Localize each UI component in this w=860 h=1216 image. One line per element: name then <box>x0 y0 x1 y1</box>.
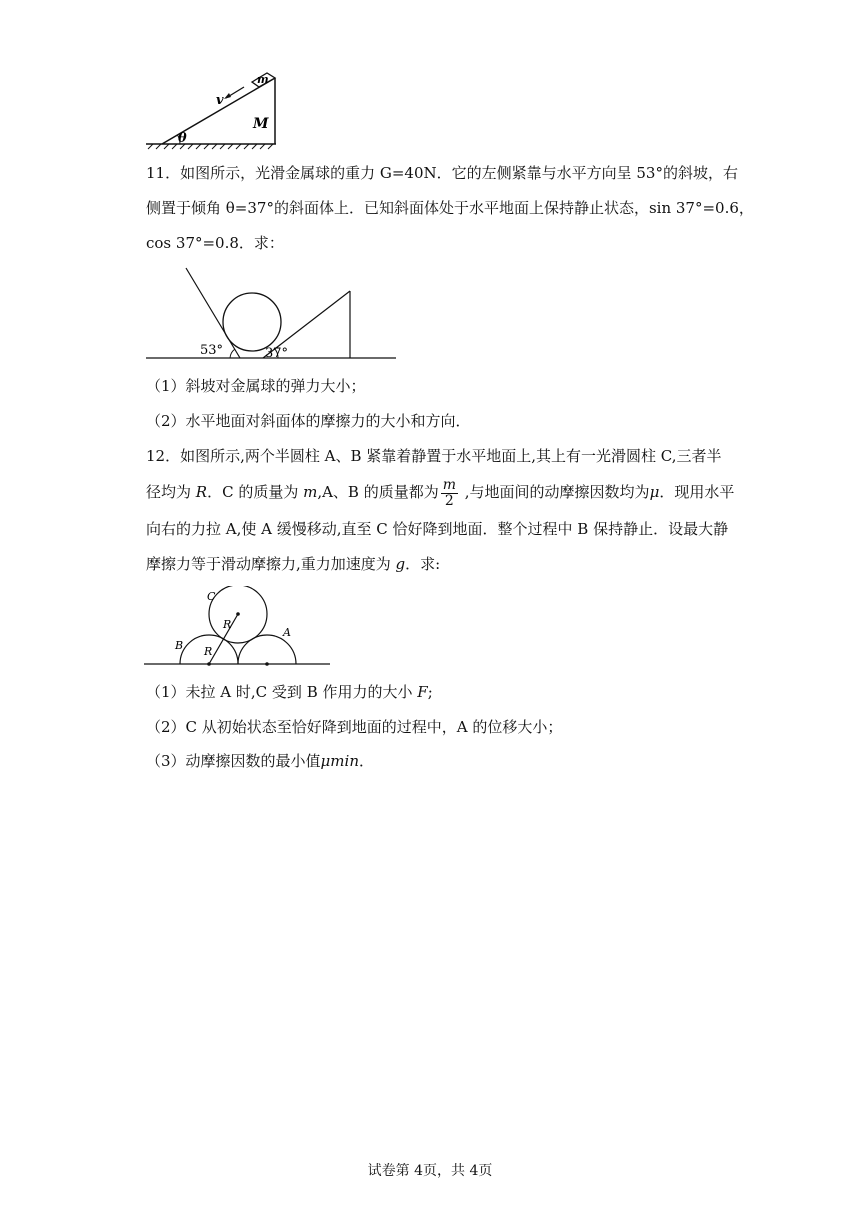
theta-label: θ <box>178 131 187 146</box>
q12-line2: 径均为 R．C 的质量为 m,A、B 的质量都为 $\frac{m}{2}$ ,与地面间的动摩擦因数均为μ．现用水平 <box>146 476 735 509</box>
mass-fraction: $\frac{m}{2}$ <box>442 476 457 509</box>
wedge-M-label: M <box>253 116 269 132</box>
incline-figure <box>140 66 285 150</box>
block-m-label: m <box>257 73 269 86</box>
q11-line2: 侧置于倾角 θ=37°的斜面体上．已知斜面体处于水平地面上保持静止状态，sin 37°=0.6， <box>146 199 754 217</box>
q11-line3: cos 37°=0.8．求： <box>146 234 284 252</box>
cylinders-figure <box>142 586 332 668</box>
angle-53-label: 53° <box>200 343 224 358</box>
label-B: B <box>175 639 184 652</box>
angle-37-label: 37° <box>265 346 289 361</box>
q12-line3: 向右的力拉 A,使 A 缓慢移动,直至 C 恰好降到地面．整个过程中 B 保持静止．设最大静 <box>146 520 729 538</box>
page-footer: 试卷第 4页，共 4页 <box>367 1163 493 1179</box>
q11-sub2: （2）水平地面对斜面体的摩擦力的大小和方向． <box>146 412 471 430</box>
label-A: A <box>283 626 291 639</box>
sphere-on-slopes-figure <box>142 264 400 362</box>
q11-sub1: （1）斜坡对金属球的弹力大小； <box>146 377 366 395</box>
label-C: C <box>207 590 216 603</box>
q12-line4: 摩擦力等于滑动摩擦力,重力加速度为 g．求: <box>146 555 441 573</box>
label-R-bottom: R <box>204 645 213 658</box>
q12-sub3: （3）动摩擦因数的最小值μmin． <box>146 752 374 770</box>
q11-line1: 11．如图所示，光滑金属球的重力 G=40N．它的左侧紧靠与水平方向呈 53°的斜坡，右 <box>146 164 738 182</box>
q12-line1: 12．如图所示,两个半圆柱 A、B 紧靠着静置于水平地面上,其上有一光滑圆柱 C,三者半 <box>146 447 722 465</box>
label-R-top: R <box>223 618 232 631</box>
velocity-v-label: v <box>216 93 224 108</box>
q12-sub1: （1）未拉 A 时,C 受到 B 作用力的大小 F; <box>146 683 433 701</box>
q12-sub2: （2）C 从初始状态至恰好降到地面的过程中，A 的位移大小； <box>146 718 563 736</box>
